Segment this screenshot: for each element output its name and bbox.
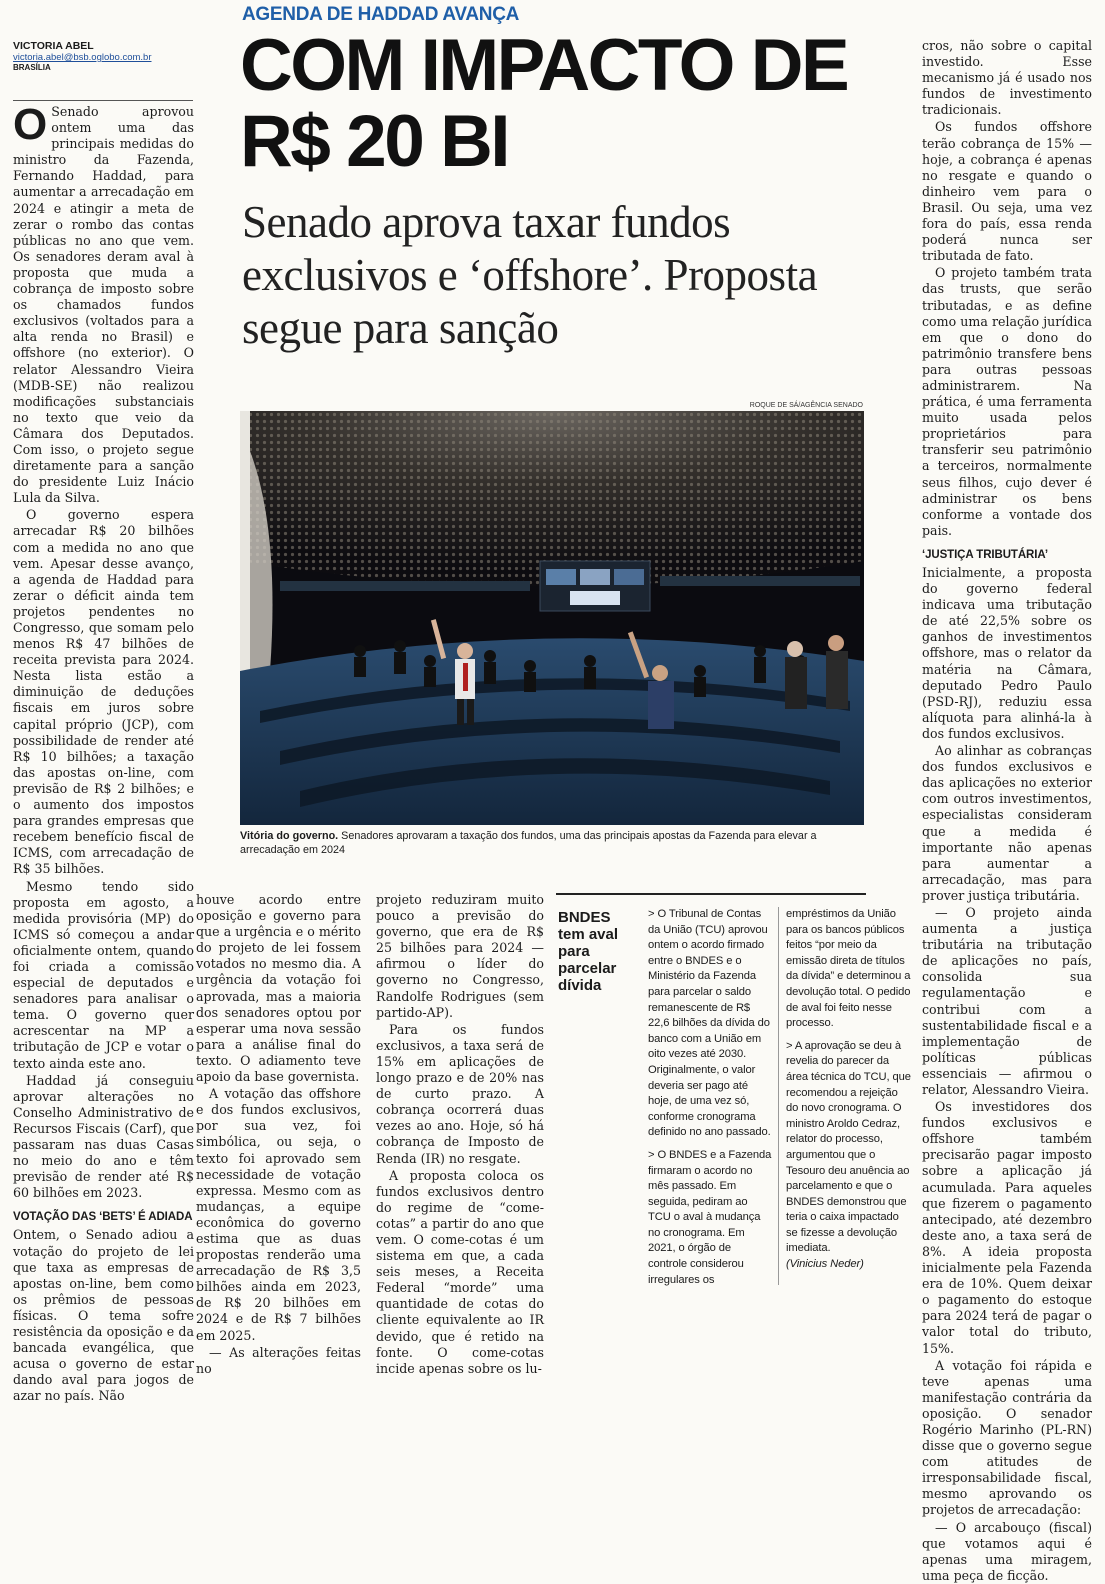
caption-lead: Vitória do governo. — [240, 830, 339, 842]
sidebar-paragraph: > A aprovação se deu à revelia do parecer da área técnica do TCU, que recomendou a rejeição do novo cronograma. O ministro Aroldo Cedraz, relator do processo, argumentou que o Tesouro deu anuência ao parcelamento e que o BNDES demonstrou que teria o caixa impactado se fizesse a devolução imediata. — [786, 1039, 911, 1255]
sidebar-title: BNDES tem aval para parcelar dívida — [558, 909, 619, 994]
caption-text: Senadores aprovaram a taxação dos fundos, uma das principais apostas da Fazenda para elevar a arrecadação em 2024 — [240, 830, 817, 856]
paragraph: Inicialmente, a proposta do governo federal indicava uma tributação de até 22,5% sobre os ganhos de investimentos offshore, mas o relator da matéria na Câmara, deputado Pedro Paulo (PSD-RJ), reduziu essa alíquota para alinhá-la à dos fundos exclusivos. — [922, 565, 1092, 741]
paragraph: Haddad já conseguiu aprovar alterações no Conselho Administrativo de Recursos Fiscais (Carf), que passaram nas duas Casas no meio do ano e têm previsão de render até R$ 60 bilhões em 2023. — [13, 1072, 194, 1201]
paragraph: Ao alinhar as cobranças dos fundos exclusivos e das aplicações no exterior com outros investimentos, especialistas consideram que a medida é importante não apenas para aumentar a arrecadação, mas para prover justiça tributária. — [922, 743, 1092, 903]
paragraph: O governo espera arrecadar R$ 20 bilhões com a medida no ano que vem. Apesar desse avanço, a agenda de Haddad para zerar o déficit ainda tem projetos pendentes no Congresso, que somam pelo menos R$ 47 bilhões de receita prevista para 2024. Nesta lista estão a diminuição de deduções fiscais em juros sobre capital próprio (JCP), com possibilidade de render até R$ 10 bilhões; a taxação das apostas on-line, com previsão de R$ 2 bilhões; e o aumento dos impostos para grandes empresas que recebem benefício fiscal de ICMS, com arrecadação de R$ 35 bilhões. — [13, 507, 194, 877]
sidebar-signature: (Vinicius Neder) — [786, 1258, 864, 1271]
paragraph: — O projeto ainda aumenta a justiça tributária na tributação de aplicações no país, consolida sua regulamentação e contribui com a sustentabilidade fiscal e a implementação de políticas públicas essenciais — afirmou o relator, Alessandro Vieira. — [922, 904, 1092, 1097]
paragraph: Mesmo tendo sido proposta em agosto, a medida provisória (MP) do ICMS só começou a andar oficialmente ontem, quando foi criada a comissão especial de deputados e senadores para analisar o tema. O governo quer acrescentar na MP a tributação de JCP e votar o texto ainda este ano. — [13, 878, 194, 1071]
paragraph: Para os fundos exclusivos, a taxa será de 15% em aplicações de longo prazo e de 20% nas de curto prazo. A cobrança ocorrerá duas vezes ao ano. Hoje, só há cobrança de Imposto de Renda (IR) no resgate. — [376, 1021, 544, 1166]
subheading: ‘JUSTIÇA TRIBUTÁRIA’ — [922, 548, 1048, 561]
article-column-3 — [376, 892, 544, 1376]
drop-cap: O — [13, 100, 48, 149]
author-email[interactable]: victoria.abel@bsb.oglobo.com.br — [13, 52, 152, 63]
paragraph: Ontem, o Senado adiou a votação do projeto de lei que taxa as empresas de apostas on-line, bem como os prêmios de pessoas físicas. O tema sofre resistência da oposição e da bancada evangélica, que acusa o governo de estar dando aval para jogos de azar no país. Não — [13, 1227, 194, 1404]
sidebar-paragraph: empréstimos da União para os bancos públicos feitos “por meio da emissão direta de títulos da dívida” e determinou a devolução total. O pedido de aval foi feito nesse processo. — [786, 908, 911, 1030]
photo-credit: ROQUE DE SÁ/AGÊNCIA SENADO — [749, 402, 863, 409]
deck: Senado aprova taxar fundos exclusivos e ‘offshore’. Proposta segue para sanção — [242, 197, 818, 353]
sidebar-divider — [778, 907, 779, 1285]
dateline-city: BRASÍLIA — [13, 63, 51, 72]
paragraph: houve acordo entre oposição e governo para que a urgência e o mérito do projeto de lei fossem votados no mesmo dia. A urgência da votação foi aprovada, mas a maioria dos senadores optou por esperar uma nova sessão para a análise final do texto. O adiamento teve apoio da base governista. — [196, 892, 361, 1085]
paragraph: projeto reduziram muito pouco a previsão do governo, que era de R$ 25 bilhões para 2024 — afirmou o líder do governo no Congresso, Randolfe Rodrigues (sem partido-AP). — [376, 892, 544, 1020]
paragraph: O projeto também trata das trusts, que serão tributadas, e as define como uma relação jurídica em que o dono do patrimônio transfere bens para outras pessoas administrarem. Na prática, é uma ferramenta muito usada pelos proprietários para transferir seu patrimônio a terceiros, normalmente seus filhos, cujo dever é administrar os bens conforme a vontade dos pais. — [922, 265, 1092, 538]
sidebar-paragraph: > O BNDES e a Fazenda firmaram o acordo no mês passado. Em seguida, pediram ao TCU o aval à mudança no cronograma. Em 2021, o órgão de controle considerou irregulares os — [648, 1148, 772, 1286]
paragraph: Os investidores dos fundos exclusivos e offshore também precisarão pagar imposto sobre a aplicação já acumulada. Para aqueles que fizerem o pagamento antecipado, até dezembro deste ano, a taxa será de 8%. A ideia proposta inicialmente pela Fazenda era de 10%. Quem deixar o pagamento do estoque para 2024 terá de pagar o valor total do tributo, 15%. — [922, 1099, 1092, 1356]
sidebar-column-2 — [786, 907, 912, 1280]
article-column-1 — [13, 100, 194, 1404]
paragraph: Os fundos offshore terão cobrança de 15% — hoje, a cobrança é apenas no resgate e quando o dinheiro vem para o Brasil. Ou seja, uma vez fora do país, essa renda poderá nunca ser tributada de fato. — [922, 119, 1092, 264]
paragraph: cros, não sobre o capital investido. Esse mecanismo já é usado nos fundos de investimento tradicionais. — [922, 38, 1092, 118]
paragraph: A votação foi rápida e teve apenas uma manifestação contrária da oposição. O senador Rogério Marinho (PL-RN) disse que o governo segue com atitudes de irresponsabilidade fiscal, mesmo aprovando os projetos de arrecadação: — [922, 1357, 1092, 1518]
paragraph: — O arcabouço (fiscal) que votamos aqui é apenas uma miragem, uma peça de ficção. — [922, 1519, 1092, 1583]
sidebar-column-1 — [648, 907, 772, 1295]
paragraph: Senado aprovou ontem uma das principais medidas do ministro da Fazenda, Fernando Haddad, para aumentar a arrecadação em 2024 e atingir a meta de zerar o rombo das contas públicas no ano que vem. Os senadores deram aval à proposta que muda a cobrança de imposto sobre os chamados fundos exclusivos (voltados para a alta renda no Brasil) e offshore (no exterior). O relator Alessandro Vieira (MDB-SE) não realizou modificações substanciais no texto que veio da Câmara dos Deputados. Com isso, o projeto segue diretamente para a sanção do presidente Luiz Inácio Lula da Silva. — [13, 104, 194, 506]
sidebar-paragraph: > O Tribunal de Contas da União (TCU) aprovou ontem o acordo firmado entre o BNDES e o Ministério da Fazenda para parcelar o saldo remanescente de R$ 22,6 bilhões da dívida do banco com a União em oito vezes até 2030. Originalmente, o valor deveria ser pago até hoje, de uma vez só, conforme cronograma definido no ano passado. — [648, 908, 771, 1139]
paragraph: A proposta coloca os fundos exclusivos dentro do regime de “come-cotas” a partir do ano que vem. O come-cotas é um sistema em que, a cada seis meses, a Receita Federal “morde” uma quantidade de cotas do cliente equivalente ao IR devido, que é retido na fonte. O come-cotas incide apenas sobre os lu- — [376, 1167, 544, 1376]
sidebar-rule — [556, 893, 866, 895]
subheading: VOTAÇÃO DAS ‘BETS’ É ADIADA — [13, 1211, 193, 1224]
senate-plenary-photo — [240, 411, 864, 825]
paragraph: A votação das offshore e dos fundos exclusivos, por sua vez, foi simbólica, ou seja, o texto foi aprovado sem necessidade de votação expressa. Mesmo com as mudanças, a equipe econômica do governo estima que as duas propostas renderão uma arrecadação de R$ 3,5 bilhões ainda em 2023, de R$ 20 bilhões em 2024 e de R$ 7 bilhões em 2025. — [196, 1086, 361, 1343]
paragraph: — As alterações feitas no — [196, 1344, 361, 1376]
article-column-2 — [196, 892, 361, 1376]
photo-caption — [240, 829, 864, 857]
kicker: AGENDA DE HADDAD AVANÇA — [242, 4, 520, 25]
headline: COM IMPACTO DE R$ 20 BI — [240, 25, 848, 182]
author-name: VICTORIA ABEL — [13, 40, 94, 52]
photo-illustration — [240, 411, 864, 825]
byline — [13, 40, 193, 101]
article-column-5 — [922, 38, 1092, 1583]
